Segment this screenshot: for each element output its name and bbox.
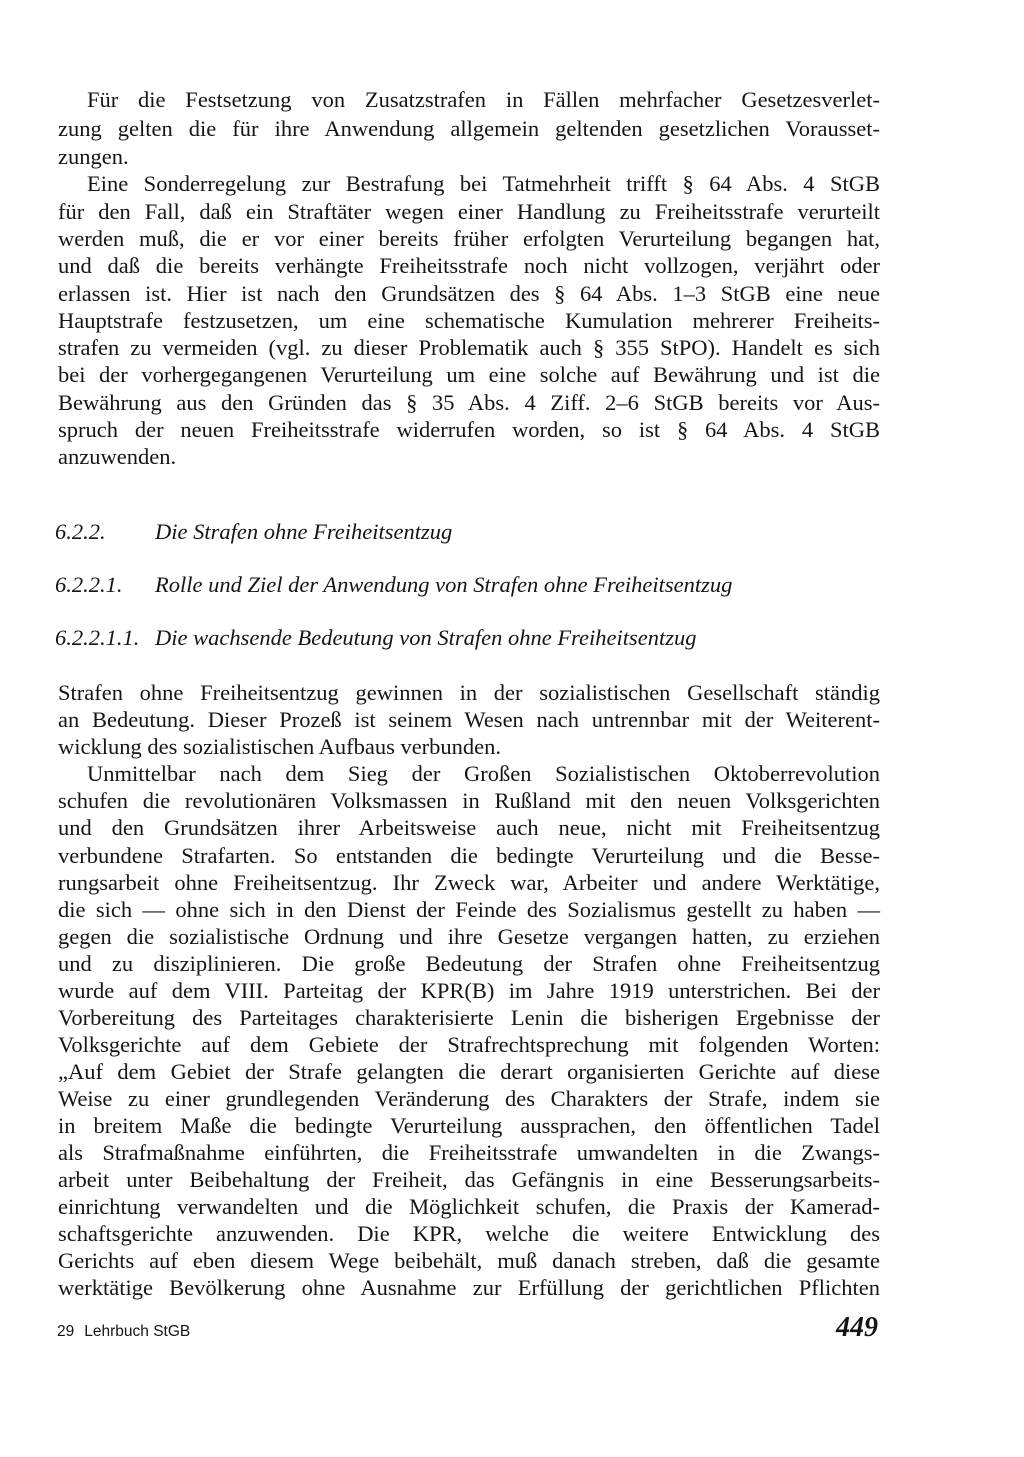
text-line: als Strafmaßnahme einführten, die Freiheitsstrafe umwandelten in die Zwangs-: [58, 1140, 880, 1165]
text-line: die sich — ohne sich in den Dienst der Feinde des Sozialismus gestellt zu haben —: [58, 897, 880, 922]
text-line: wurde auf dem VIII. Parteitag der KPR(B) im Jahre 1919 unterstrichen. Bei der: [58, 978, 880, 1003]
subsection-heading: [55, 571, 732, 599]
text-line: arbeit unter Beibehaltung der Freiheit, das Gefängnis in eine Besserungsarbeits-: [58, 1167, 880, 1192]
text-line: bei der vorhergegangenen Verurteilung um eine solche auf Bewährung und ist die: [58, 362, 880, 387]
text-line: werktätige Bevölkerung ohne Ausnahme zur Erfüllung der gerichtlichen Pflichten: [58, 1275, 880, 1300]
text-line: Eine Sonderregelung zur Bestrafung bei Tatmehrheit trifft § 64 Abs. 4 StGB: [87, 171, 880, 196]
text-line: Unmittelbar nach dem Sieg der Großen Sozialistischen Oktoberrevolution: [87, 761, 880, 786]
text-line: Volksgerichte auf dem Gebiete der Strafrechtsprechung mit folgenden Worten:: [58, 1032, 880, 1057]
section-number: 6.2.2.1.: [55, 572, 123, 597]
text-line: verbundene Strafarten. So entstanden die bedingte Verurteilung und die Besse-: [58, 843, 880, 868]
text-line: „Auf dem Gebiet der Strafe gelangten die derart organisierten Gerichte auf diese: [58, 1059, 880, 1084]
text-line: Hauptstrafe festzusetzen, um eine schematische Kumulation mehrerer Freiheits-: [58, 308, 880, 333]
text-line: Bewährung aus den Gründen das § 35 Abs. 4 Ziff. 2–6 StGB bereits vor Aus-: [58, 390, 880, 415]
signature-mark: [57, 1322, 190, 1342]
section-number: 6.2.2.1.1.: [55, 625, 140, 650]
text-line: für den Fall, daß ein Straftäter wegen einer Handlung zu Freiheitsstrafe verurteilt: [58, 199, 880, 224]
text-line: und zu disziplinieren. Die große Bedeutung der Strafen ohne Freiheitsentzug: [58, 951, 880, 976]
text-line: wicklung des sozialistischen Aufbaus verbunden.: [58, 734, 502, 759]
section-title: Die wachsende Bedeutung von Strafen ohne Freiheitsentzug: [155, 625, 697, 650]
text-line: spruch der neuen Freiheitsstrafe widerrufen worden, so ist § 64 Abs. 4 StGB: [58, 417, 880, 442]
text-line: werden muß, die er vor einer bereits früher erfolgten Verurteilung begangen hat,: [58, 226, 880, 251]
text-line: Strafen ohne Freiheitsentzug gewinnen in der sozialistischen Gesellschaft ständig: [58, 680, 880, 705]
section-number: 6.2.2.: [55, 519, 106, 544]
text-line: schaftsgerichte anzuwenden. Die KPR, welche die weitere Entwicklung des: [58, 1221, 880, 1246]
text-line: gegen die sozialistische Ordnung und ihre Gesetze vergangen hatten, zu erziehen: [58, 924, 880, 949]
section-heading: [55, 518, 452, 546]
text-line: Für die Festsetzung von Zusatzstrafen in Fällen mehrfacher Gesetzesverlet-: [87, 87, 880, 112]
signature-text: Lehrbuch StGB: [84, 1323, 191, 1340]
text-line: strafen zu vermeiden (vgl. zu dieser Problematik auch § 355 StPO). Handelt es sich: [58, 335, 880, 360]
text-line: und daß die bereits verhängte Freiheitsstrafe noch nicht vollzogen, verjährt oder: [58, 253, 880, 278]
subsubsection-heading: [55, 624, 697, 652]
signature-number: 29: [57, 1323, 75, 1340]
text-line: erlassen ist. Hier ist nach den Grundsätzen des § 64 Abs. 1–3 StGB eine neue: [58, 281, 880, 306]
text-line: anzuwenden.: [58, 444, 177, 469]
text-line: und den Grundsätzen ihrer Arbeitsweise auch neue, nicht mit Freiheitsentzug: [58, 815, 880, 840]
section-title: Die Strafen ohne Freiheitsentzug: [155, 519, 453, 544]
text-line: zungen.: [58, 144, 129, 169]
text-line: zung gelten die für ihre Anwendung allgemein geltenden gesetzlichen Vorausset-: [58, 116, 880, 141]
text-line: schufen die revolutionären Volksmassen in Rußland mit den neuen Volksgerichten: [58, 788, 880, 813]
text-line: an Bedeutung. Dieser Prozeß ist seinem Wesen nach untrennbar mit der Weiterent-: [58, 707, 880, 732]
text-line: Vorbereitung des Parteitages charakterisierte Lenin die bisherigen Ergebnisse der: [58, 1005, 880, 1030]
page-number: 449: [836, 1312, 878, 1343]
text-line: Weise zu einer grundlegenden Veränderung des Charakters der Strafe, indem sie: [58, 1086, 880, 1111]
text-line: Gerichts auf eben diesem Wege beibehält, muß danach streben, daß die gesamte: [58, 1248, 880, 1273]
section-title: Rolle und Ziel der Anwendung von Strafen ohne Freiheitsentzug: [155, 572, 733, 597]
text-line: rungsarbeit ohne Freiheitsentzug. Ihr Zweck war, Arbeiter und andere Werktätige,: [58, 870, 880, 895]
text-line: in breitem Maße die bedingte Verurteilung aussprachen, den öffentlichen Tadel: [58, 1113, 880, 1138]
text-line: einrichtung verwandelten und die Möglichkeit schufen, die Praxis der Kamerad-: [58, 1194, 880, 1219]
